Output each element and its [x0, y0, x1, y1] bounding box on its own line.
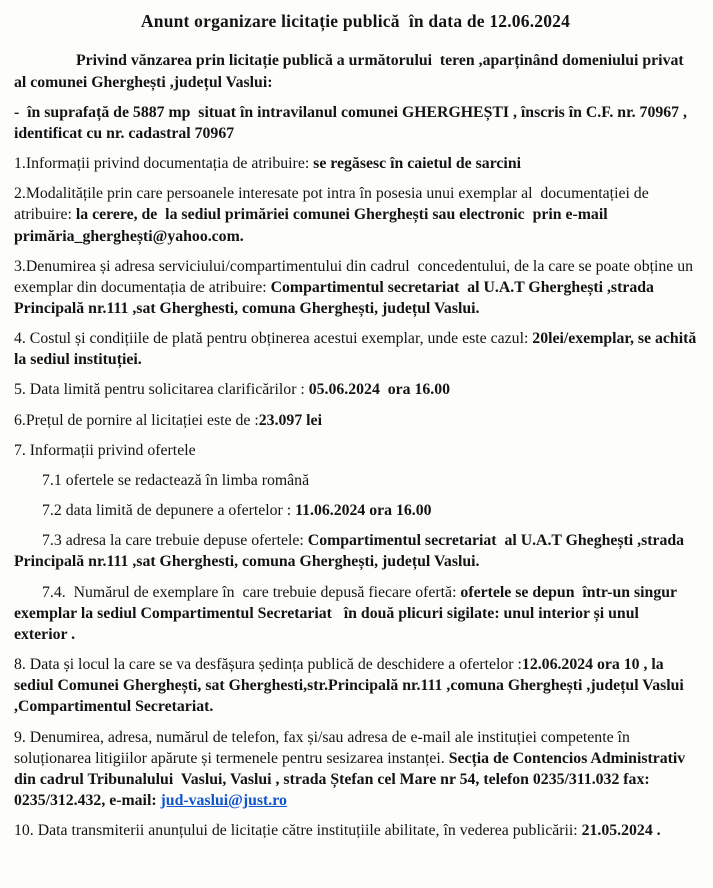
text-run: 9. Denumirea, adresa, numărul de telefon, fax și/sau adresa de e-mail ale instituției competente în soluționarea litigiilor apărute și termenele pentru sesizarea instanței.	[14, 728, 634, 767]
paragraph-item-10	[14, 820, 697, 841]
text-run: 7.3 adresa la care trebuie depuse ofertele:	[42, 532, 308, 550]
paragraph-item-8	[14, 654, 697, 717]
paragraph-item-7-2	[14, 500, 697, 521]
paragraph-item-6	[14, 410, 697, 431]
paragraph-item-2	[14, 183, 697, 246]
text-run: Compartimentul secretariat al U.A.T Gherghești ,strada Principală nr.111 ,sat Gherghesti, comuna Gherghești, județul Vaslui.	[14, 278, 658, 317]
text-run: 11.06.2024 ora 16.00	[295, 502, 432, 520]
text-run: ofertele se depun într-un singur exemplar la sediul Compartimentul Secretariat în două plicuri sigilate: unul interior și unul exterior .	[14, 583, 681, 643]
paragraph-item-5	[14, 379, 697, 400]
paragraph-item-7-4	[14, 582, 697, 645]
text-run: 3.Denumirea și adresa serviciului/compartimentului din cadrul concedentului, de la care se poate obține un exemplar din documentația de atribuire:	[14, 257, 697, 296]
text-run: 7. Informații privind ofertele	[14, 441, 196, 459]
paragraph-item-9	[14, 727, 697, 812]
text-run: 4. Costul și condițiile de plată pentru obținerea acestui exemplar, unde este cazul:	[14, 330, 533, 348]
text-run: 10. Data transmiterii anunțului de licitație către instituțiile abilitate, în vederea publicării:	[14, 822, 582, 840]
text-run: 6.Prețul de pornire al licitației este de :	[14, 411, 259, 429]
document-body	[14, 50, 701, 841]
text-run: 8. Data și locul la care se va desfășura ședința publică de deschidere a ofertelor :	[14, 656, 522, 674]
text-run: 05.06.2024 ora 16.00	[308, 381, 451, 399]
paragraph-item-4	[14, 328, 701, 370]
text-run: 7.1 ofertele se redactează în limba română	[42, 471, 310, 489]
text-run: 23.097 lei	[258, 411, 322, 429]
text-run: 20lei/exemplar, se achită la sediul instituției.	[14, 330, 701, 369]
text-run: la cerere, de la sediul primăriei comunei Gherghești sau electronic prin e-mail primăria_gherghești@yahoo.com.	[14, 206, 612, 245]
paragraph-bullet-surface	[14, 102, 697, 144]
text-run: 5. Data limită pentru solicitarea clarificărilor :	[14, 381, 309, 399]
paragraph-item-7-1	[14, 470, 697, 491]
text-run: 12.06.2024 ora 10 , la sediul Comunei Gherghești, sat Gherghesti,str.Principală nr.111 ,comuna Gherghești ,județul Vaslui ,Compartimentul Secretariat.	[14, 656, 688, 716]
paragraph-intro	[14, 50, 697, 92]
paragraph-item-7	[14, 440, 697, 461]
paragraph-item-7-3	[14, 530, 697, 572]
document-title: Anunt organizare licitație publică în data de 12.06.2024	[140, 11, 571, 31]
text-run: 7.2 data limită de depunere a ofertelor :	[42, 502, 296, 520]
text-run: 21.05.2024 .	[581, 822, 661, 840]
paragraph-item-3	[14, 256, 697, 319]
text-run: Compartimentul secretariat al U.A.T Gheghești ,strada Principală nr.111 ,sat Gherghesti, comuna Gherghești, județul Vaslui.	[14, 532, 689, 571]
text-run: Privind vănzarea prin licitație publică a următorului teren ,aparținând domeniului privat al comunei Gherghești ,județul Vaslui:	[14, 52, 692, 91]
text-run: 2.Modalitățile prin care persoanele interesate pot intra în posesia unui exemplar al documentației de atribuire:	[14, 185, 653, 224]
text-run: se regăsesc în caietul de sarcini	[313, 155, 521, 173]
text-run: 1.Informații privind documentația de atribuire:	[14, 155, 314, 173]
text-run: Secția de Contencios Administrativ din cadrul Tribunalului Vaslui, Vaslui , strada Ștefan cel Mare nr 54, telefon 0235/311.032 fax: 0235/312.432, e-mail:	[14, 749, 690, 809]
email-link[interactable]: jud-vaslui@just.ro	[160, 791, 287, 809]
text-run: - în suprafață de 5887 mp situat în intravilanul comunei GHERGHEȘTI , înscris în C.F. nr. 70967 , identificat cu nr. cadastral 70967	[14, 103, 691, 142]
paragraph-item-1	[14, 153, 697, 174]
text-run: 7.4. Numărul de exemplare în care trebuie depusă fiecare ofertă:	[42, 583, 461, 601]
